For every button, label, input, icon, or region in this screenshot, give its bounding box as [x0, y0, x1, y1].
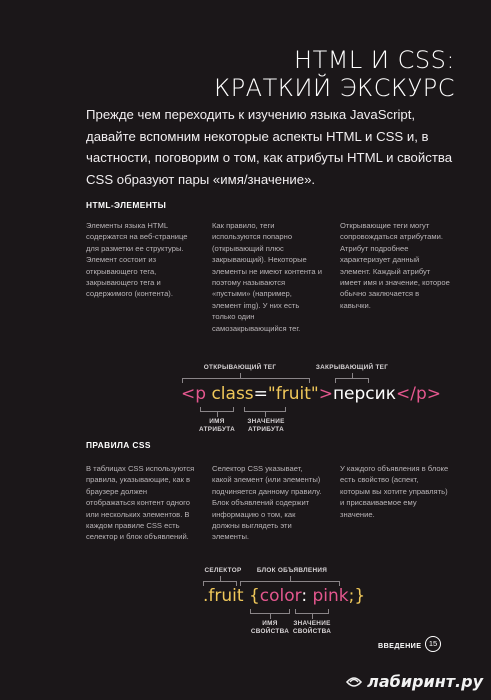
title-line-2: КРАТКИЙ ЭКСКУРС	[214, 74, 455, 102]
code-open-gt: >	[318, 384, 333, 404]
label-attr-value: ЗНАЧЕНИЕ АТРИБУТА	[247, 418, 285, 433]
code-attr-value: "fruit"	[267, 384, 319, 404]
section-heading-css: ПРАВИЛА CSS	[86, 440, 151, 450]
code-property: color	[259, 586, 302, 606]
page-number: 15	[425, 636, 441, 652]
code-equals: =	[253, 384, 268, 404]
code-brace-open: {	[243, 586, 260, 606]
css-column-1: В таблицах CSS используются правила, указывающие, как в браузере должен отображаться контент одного или нескольких элементов. В каждом правиле CSS есть селектор и блок объявлений.	[86, 464, 195, 542]
labirint-logo-icon	[345, 674, 363, 690]
css-column-3: У каждого объявления в блоке есть свойство (аспект, которым вы хотите управлять) и присваиваемое ему значение.	[340, 464, 449, 519]
chapter-label: ВВЕДЕНИЕ	[378, 641, 422, 650]
label-prop-name: ИМЯ СВОЙСТВА	[250, 620, 290, 635]
label-attr-name: ИМЯ АТРИБУТА	[199, 418, 235, 433]
code-property-value: pink	[312, 586, 349, 606]
watermark-text: лабиринт.ру	[367, 672, 483, 691]
code-close-tag: </p>	[395, 384, 441, 404]
code-selector: .fruit	[203, 586, 244, 606]
section-heading-html: HTML-ЭЛЕМЕНТЫ	[86, 200, 167, 210]
code-content: персик	[332, 384, 396, 404]
title-line-1: HTML И CSS:	[294, 46, 455, 74]
intro-paragraph: Прежде чем переходить к изучению языка JavaScript, давайте вспомним некоторые аспекты HTML и CSS и, в частности, поговорим о том, как атрибуты HTML и свойства CSS образуют пары «имя/значение».	[86, 107, 453, 187]
code-colon: :	[301, 586, 313, 606]
html-column-2: Как правило, теги используются попарно (открывающий плюс закрывающий). Некоторые элементы не имеют контента и поэтому называются «пустыми» (например, элемент img). У них есть только один самозакрывающийся тег.	[212, 221, 322, 333]
watermark	[345, 672, 483, 691]
code-attr-name: class	[211, 384, 254, 404]
html-column-3: Открывающие теги могут сопровождаться атрибутами. Атрибут подробнее характеризует данный элемент. Каждый атрибут имеет имя и значение, которое обычно заключается в кавычки.	[340, 221, 450, 310]
prop-name-tick	[270, 614, 271, 619]
label-closing-tag: ЗАКРЫВАЮЩИЙ ТЕГ	[315, 364, 389, 371]
label-prop-value: ЗНАЧЕНИЕ СВОЙСТВА	[292, 620, 332, 635]
code-open-lt: <p	[181, 384, 212, 404]
label-declaration-block: БЛОК ОБЪЯВЛЕНИЯ	[256, 567, 328, 574]
css-column-2: Селектор CSS указывает, какой элемент (или элементы) подчиняется данному правилу. Блок объявлений содержит информацию о том, как должны выглядеть эти элементы.	[212, 464, 322, 542]
prop-value-tick	[312, 614, 313, 619]
css-code-sample	[203, 586, 365, 606]
label-opening-tag: ОТКРЫВАЮЩИЙ ТЕГ	[203, 364, 277, 371]
label-selector: СЕЛЕКТОР	[204, 567, 242, 574]
code-brace-close: ;}	[348, 586, 366, 606]
html-column-1: Элементы языка HTML содержатся на веб-странице для разметки ее структуры. Элемент состоит из открывающего тега, закрывающего тега и содержимого (контента).	[86, 221, 188, 299]
